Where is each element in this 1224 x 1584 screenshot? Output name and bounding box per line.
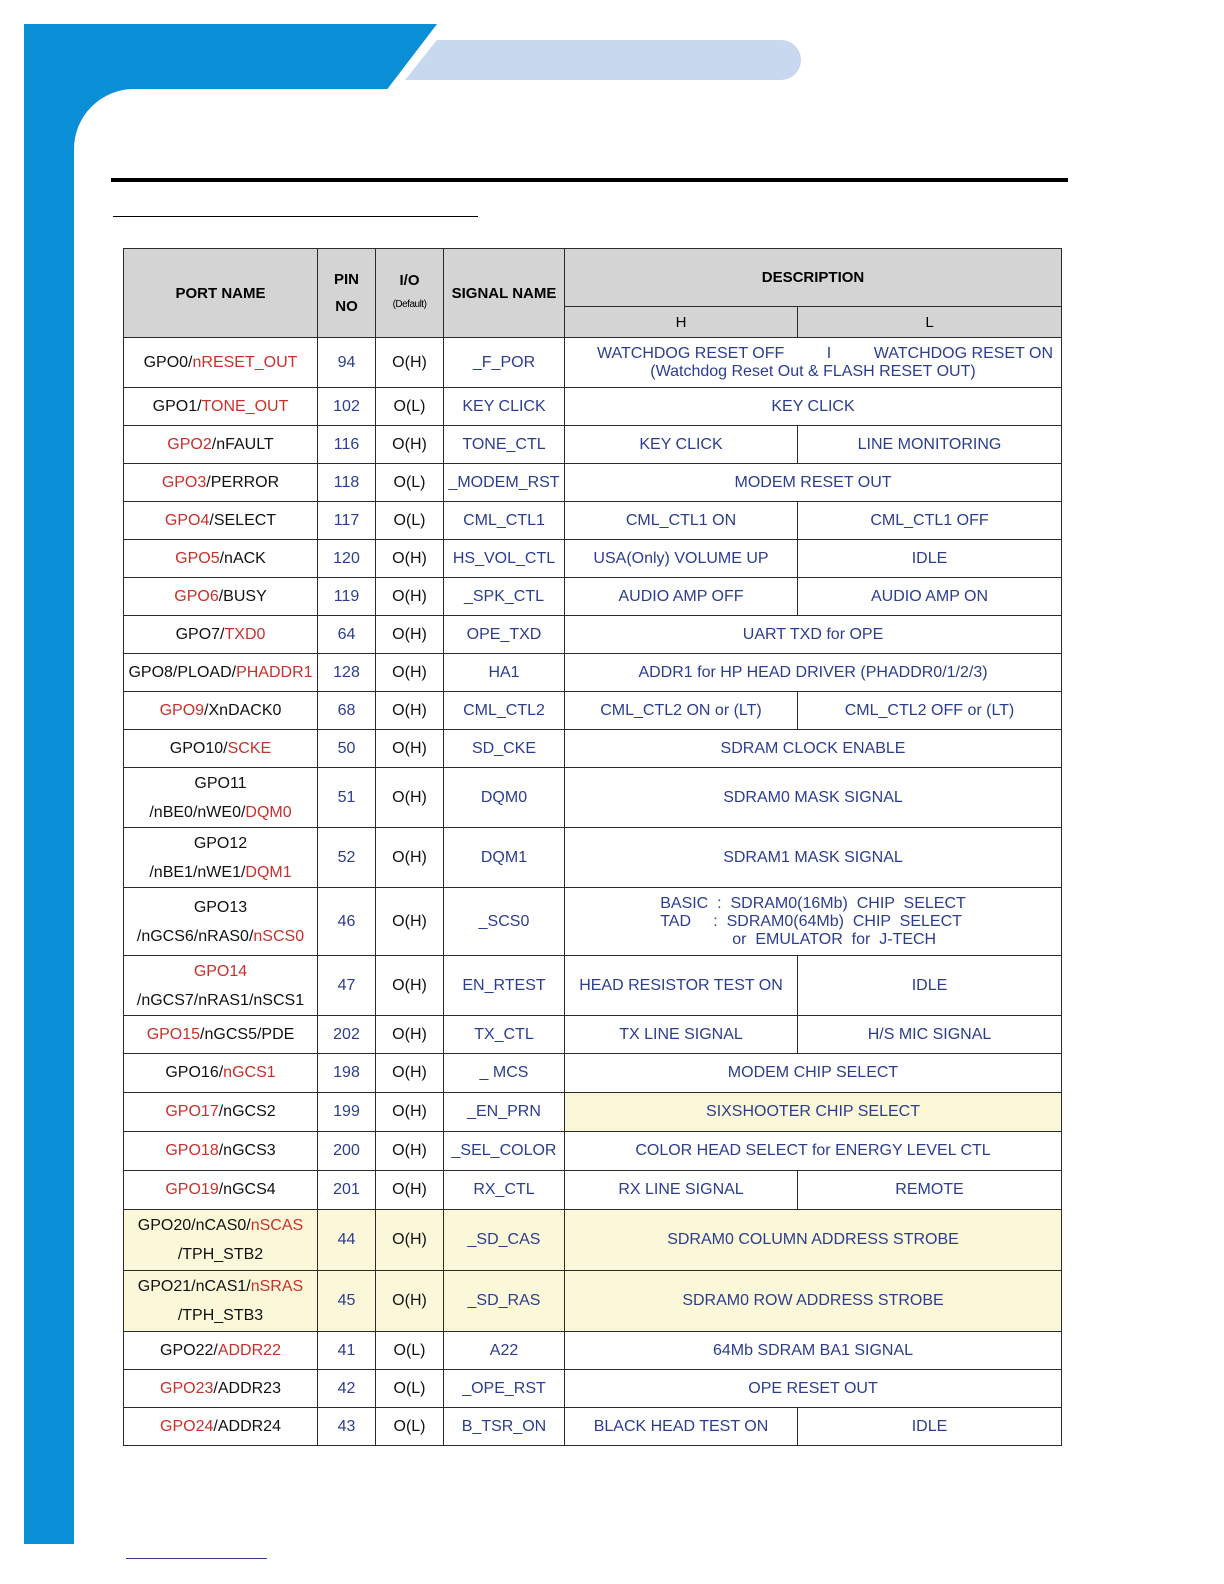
col-pin-no: PIN NO: [318, 249, 376, 338]
col-desc-h: H: [565, 307, 798, 338]
table-row: GPO6/BUSY 119 O(H) _SPK_CTL AUDIO AMP OFF AUDIO AMP ON: [124, 578, 1062, 616]
table-row: GPO1/TONE_OUT 102 O(L) KEY CLICK KEY CLICK: [124, 388, 1062, 426]
col-signal-name: SIGNAL NAME: [444, 249, 565, 338]
table-row: GPO14 /nGCS7/nRAS1/nSCS1 47 O(H) EN_RTEST HEAD RESISTOR TEST ON IDLE: [124, 956, 1062, 1016]
col-description: DESCRIPTION: [565, 249, 1062, 307]
left-accent-bar: [24, 24, 74, 1544]
table-row: GPO11 /nBE0/nWE0/DQM0 51 O(H) DQM0 SDRAM0 MASK SIGNAL: [124, 768, 1062, 828]
table-row: GPO12 /nBE1/nWE1/DQM1 52 O(H) DQM1 SDRAM1 MASK SIGNAL: [124, 828, 1062, 888]
table-row: GPO13 /nGCS6/nRAS0/nSCS0 46 O(H) _SCS0 BASIC : SDRAM0(16Mb) CHIP SELECT TAD : SDRAM0(64Mb) CHIP SELECT or EMULATOR for J-TECH: [124, 888, 1062, 956]
table-row: GPO24/ADDR24 43 O(L) B_TSR_ON BLACK HEAD TEST ON IDLE: [124, 1408, 1062, 1446]
footer-rule: [126, 1558, 267, 1559]
table-row: GPO22/ADDR22 41 O(L) A22 64Mb SDRAM BA1 SIGNAL: [124, 1332, 1062, 1370]
table-row: GPO4/SELECT 117 O(L) CML_CTL1 CML_CTL1 ON CML_CTL1 OFF: [124, 502, 1062, 540]
top-accent-bar: [24, 24, 437, 89]
subtitle-rule: [113, 216, 478, 217]
table-row: GPO2/nFAULT 116 O(H) TONE_CTL KEY CLICK LINE MONITORING: [124, 426, 1062, 464]
col-port-name: PORT NAME: [124, 249, 318, 338]
title-rule: [111, 178, 1068, 182]
table-row: GPO7/TXD0 64 O(H) OPE_TXD UART TXD for OPE: [124, 616, 1062, 654]
table-row: GPO3/PERROR 118 O(L) _MODEM_RST MODEM RESET OUT: [124, 464, 1062, 502]
col-desc-l: L: [798, 307, 1062, 338]
table-row: GPO8/PLOAD/PHADDR1 128 O(H) HA1 ADDR1 for HP HEAD DRIVER (PHADDR0/1/2/3): [124, 654, 1062, 692]
table-row: GPO15/nGCS5/PDE 202 O(H) TX_CTL TX LINE SIGNAL H/S MIC SIGNAL: [124, 1016, 1062, 1054]
table-row: GPO5/nACK 120 O(H) HS_VOL_CTL USA(Only) VOLUME UP IDLE: [124, 540, 1062, 578]
accent-corner: [74, 89, 184, 199]
table-row: GPO17/nGCS2 199 O(H) _EN_PRN SIXSHOOTER CHIP SELECT: [124, 1093, 1062, 1132]
table-row: GPO23/ADDR23 42 O(L) _OPE_RST OPE RESET OUT: [124, 1370, 1062, 1408]
table-row: GPO21/nCAS1/nSRAS /TPH_STB3 45 O(H) _SD_RAS SDRAM0 ROW ADDRESS STROBE: [124, 1271, 1062, 1332]
gpo-pin-table: [123, 248, 1062, 1446]
table-row: GPO20/nCAS0/nSCAS /TPH_STB2 44 O(H) _SD_CAS SDRAM0 COLUMN ADDRESS STROBE: [124, 1210, 1062, 1271]
table-row: GPO0/nRESET_OUT 94 O(H) _F_POR WATCHDOG RESET OFF I WATCHDOG RESET ON (Watchdog Reset Out & FLASH RESET OUT): [124, 338, 1062, 388]
table-row: GPO16/nGCS1 198 O(H) _ MCS MODEM CHIP SELECT: [124, 1054, 1062, 1093]
table-row: GPO9/XnDACK0 68 O(H) CML_CTL2 CML_CTL2 ON or (LT) CML_CTL2 OFF or (LT): [124, 692, 1062, 730]
table-row: GPO18/nGCS3 200 O(H) _SEL_COLOR COLOR HEAD SELECT for ENERGY LEVEL CTL: [124, 1132, 1062, 1171]
header-tab: [405, 40, 801, 80]
table-row: GPO10/SCKE 50 O(H) SD_CKE SDRAM CLOCK ENABLE: [124, 730, 1062, 768]
col-io: I/O (Default): [376, 249, 444, 338]
table-row: GPO19/nGCS4 201 O(H) RX_CTL RX LINE SIGNAL REMOTE: [124, 1171, 1062, 1210]
